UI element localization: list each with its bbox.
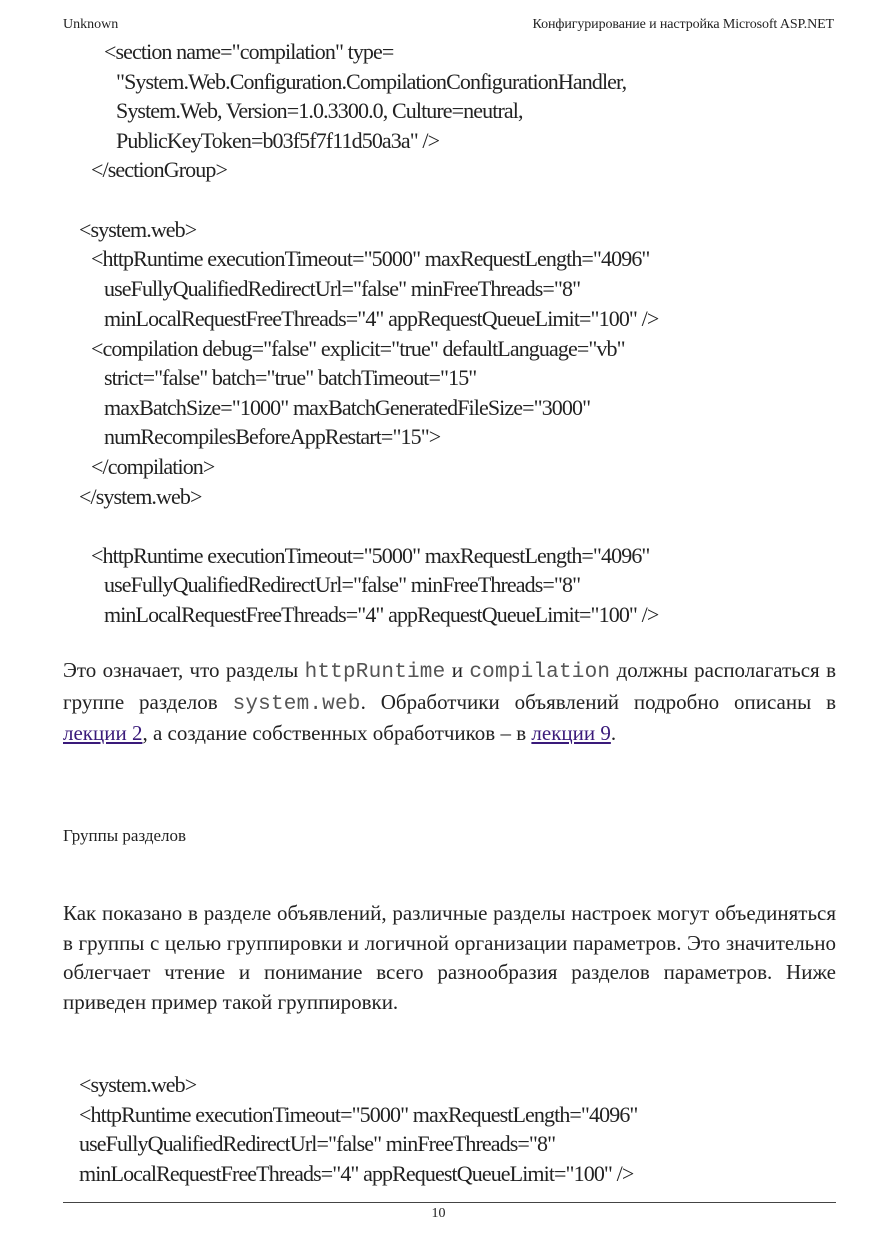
code-line: <section name="compilation" type= bbox=[104, 39, 394, 64]
paragraph-text: и bbox=[445, 658, 470, 682]
paragraph-text: . Обработчики объявлений подробно описаны в bbox=[360, 689, 836, 714]
code-line: <system.web> bbox=[79, 1072, 197, 1097]
paragraph-text: . bbox=[610, 721, 617, 745]
code-line: </sectionGroup> bbox=[91, 157, 227, 182]
paragraph-text: Это означает, что разделы bbox=[63, 658, 305, 682]
code-line: minLocalRequestFreeThreads="4" appRequestQueueLimit="100" /> bbox=[79, 1161, 634, 1186]
section-title: Группы разделов bbox=[63, 826, 187, 845]
page-header bbox=[63, 17, 834, 35]
paragraph-groups: Как показано в разделе объявлений, различные разделы настроек могут объединяться в группы с целью группировки и логичной организации параметров. Это значительно облегчает чтение и понимание всего разнообразия разделов параметров. Ниже приведен пример такой группировки. bbox=[63, 901, 836, 1014]
header-book-title: Конфигурирование и настройка Microsoft ASP.NET bbox=[532, 17, 834, 32]
code-line: useFullyQualifiedRedirectUrl="false" minFreeThreads="8" bbox=[79, 1131, 556, 1156]
code-line: PublicKeyToken=b03f5f7f11d50a3a" /> bbox=[116, 128, 440, 153]
code-line: minLocalRequestFreeThreads="4" appRequestQueueLimit="100" /> bbox=[104, 602, 659, 627]
code-line: maxBatchSize="1000" maxBatchGeneratedFileSize="3000" bbox=[104, 395, 591, 420]
paragraph-text: должны располагаться в группе разделов bbox=[63, 658, 836, 714]
code-line: numRecompilesBeforeAppRestart="15"> bbox=[104, 424, 441, 449]
code-line: useFullyQualifiedRedirectUrl="false" minFreeThreads="8" bbox=[104, 276, 581, 301]
code-line: strict="false" batch="true" batchTimeout="15" bbox=[104, 365, 477, 390]
code-line: </compilation> bbox=[91, 454, 215, 479]
inline-code-compilation: compilation bbox=[469, 661, 611, 684]
code-line: "System.Web.Configuration.CompilationConfigurationHandler, bbox=[116, 69, 627, 94]
paragraph-handlers bbox=[63, 656, 836, 749]
paragraph-text: , а создание собственных обработчиков – в bbox=[142, 721, 532, 745]
header-author: Unknown bbox=[63, 17, 119, 32]
link-lecture-2[interactable]: лекции 2 bbox=[63, 721, 143, 745]
inline-code-httpruntime: httpRuntime bbox=[304, 661, 446, 684]
code-line: <httpRuntime executionTimeout="5000" maxRequestLength="4096" bbox=[91, 246, 650, 271]
code-line: <system.web> bbox=[79, 217, 197, 242]
code-line: minLocalRequestFreeThreads="4" appRequestQueueLimit="100" /> bbox=[104, 306, 659, 331]
code-line: useFullyQualifiedRedirectUrl="false" minFreeThreads="8" bbox=[104, 572, 581, 597]
code-line: </system.web> bbox=[79, 484, 202, 509]
code-line: <compilation debug="false" explicit="true" defaultLanguage="vb" bbox=[91, 336, 625, 361]
code-line: <httpRuntime executionTimeout="5000" maxRequestLength="4096" bbox=[79, 1102, 638, 1127]
code-line: System.Web, Version=1.0.3300.0, Culture=neutral, bbox=[116, 98, 523, 123]
footer-divider bbox=[63, 1202, 836, 1203]
inline-code-system-web: system.web bbox=[232, 692, 361, 716]
code-line: <httpRuntime executionTimeout="5000" maxRequestLength="4096" bbox=[91, 543, 650, 568]
link-lecture-9[interactable]: лекции 9 bbox=[531, 721, 611, 745]
page-number: 10 bbox=[431, 1206, 446, 1221]
